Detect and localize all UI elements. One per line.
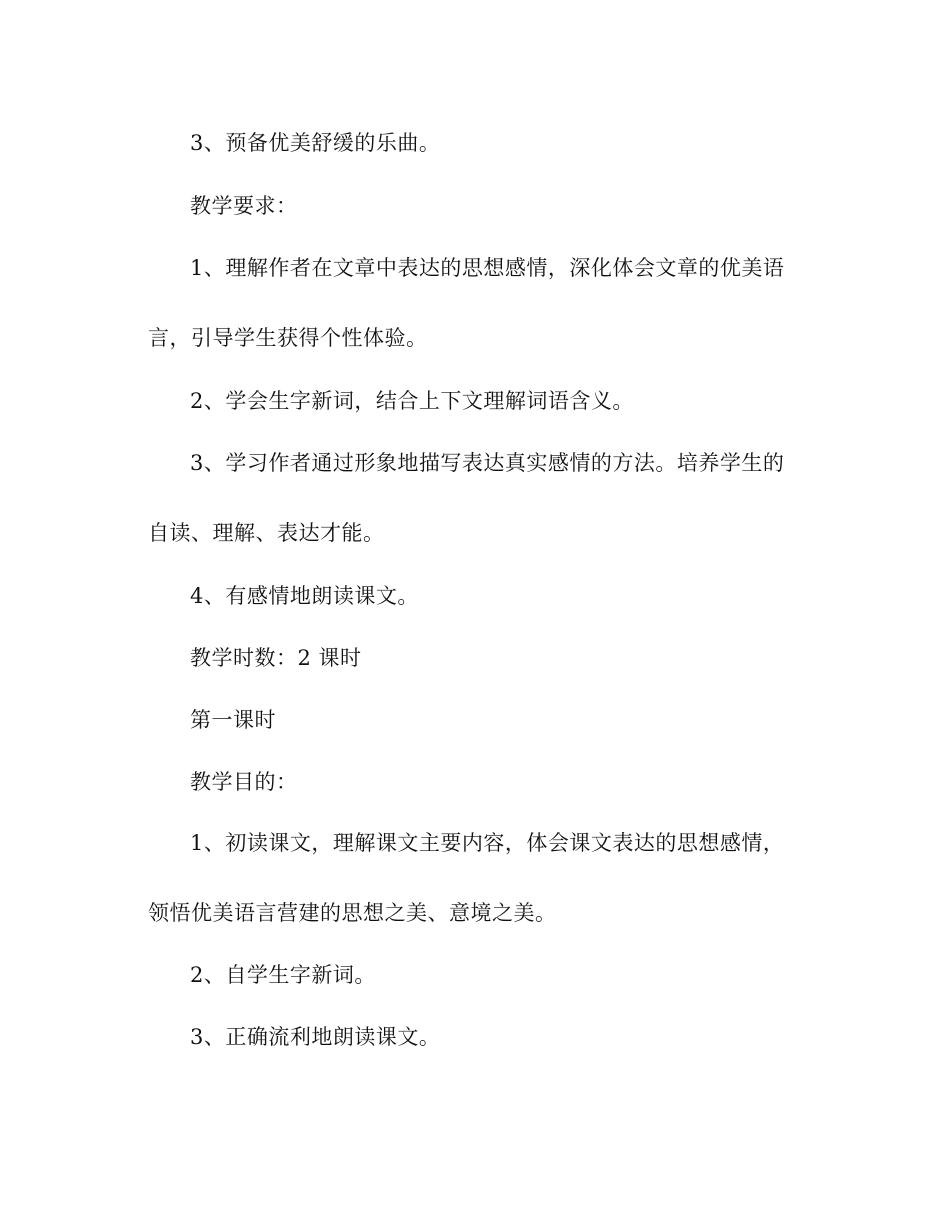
paragraph-line: 1、初读课文，理解课文主要内容，体会课文表达的思想感情， <box>190 831 785 855</box>
paragraph-line: 言，引导学生获得个性体验。 <box>148 326 428 350</box>
paragraph-line: 教学时数：2 课时 <box>190 646 362 670</box>
paragraph-line: 3、预备优美舒缓的乐曲。 <box>190 131 441 155</box>
paragraph-line: 第一课时 <box>190 708 276 732</box>
paragraph-line: 自读、理解、表达才能。 <box>148 521 385 545</box>
paragraph-line: 1、理解作者在文章中表达的思想感情，深化体会文章的优美语 <box>190 256 785 280</box>
paragraph-line: 2、自学生字新词。 <box>190 963 376 987</box>
paragraph-line: 教学目的： <box>190 770 298 794</box>
paragraph-line: 领悟优美语言营建的思想之美、意境之美。 <box>148 901 557 925</box>
paragraph-line: 3、正确流利地朗读课文。 <box>190 1025 441 1049</box>
paragraph-line: 教学要求： <box>190 194 298 218</box>
paragraph-line: 4、有感情地朗读课文。 <box>190 584 419 608</box>
paragraph-line: 3、学习作者通过形象地描写表达真实感情的方法。培养学生的 <box>190 451 785 475</box>
paragraph-line: 2、学会生字新词，结合上下文理解词语含义。 <box>190 389 634 413</box>
